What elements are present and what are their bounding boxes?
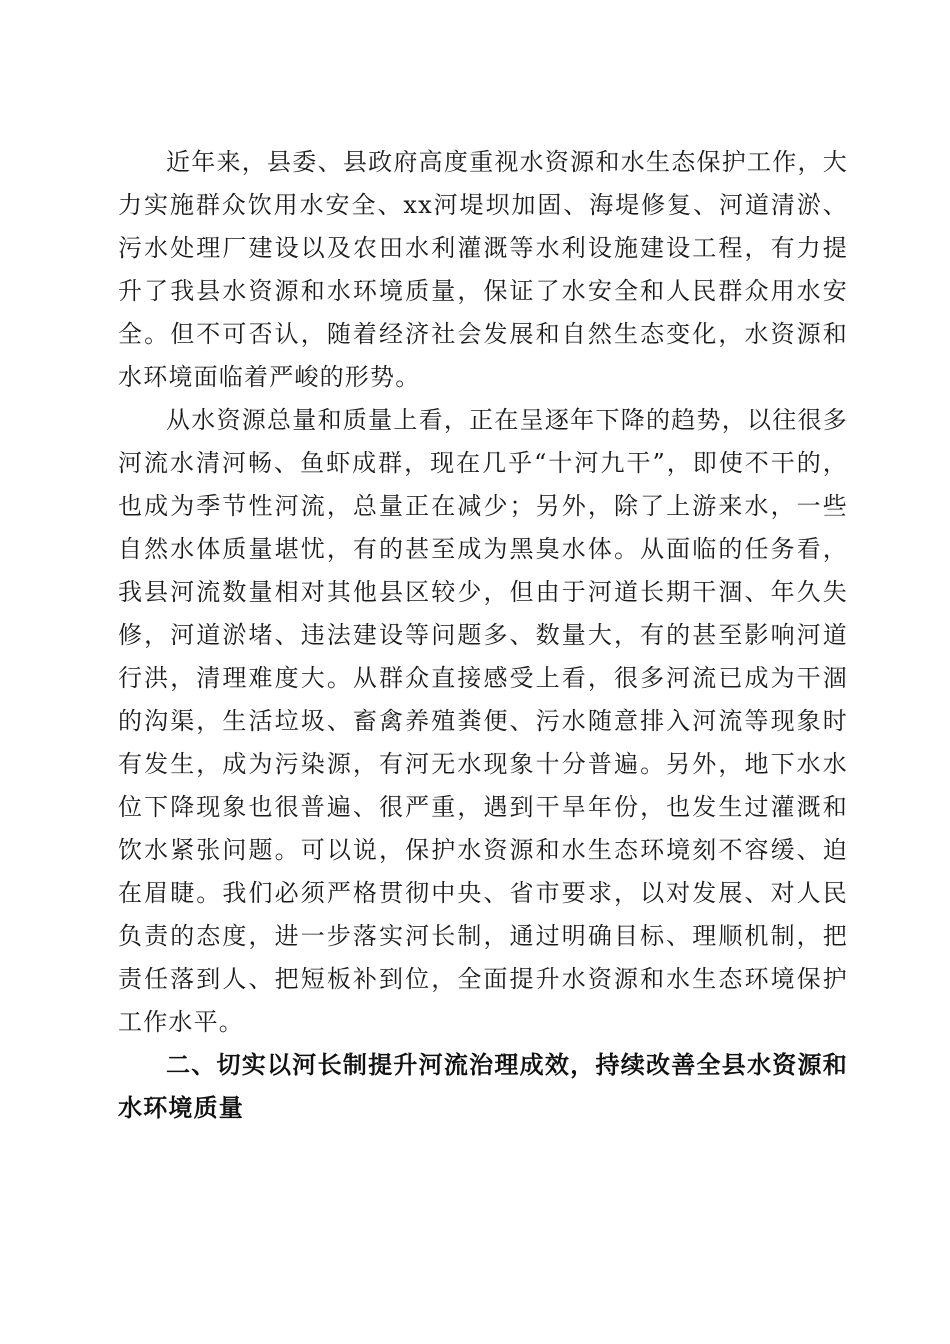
document-body [118, 141, 848, 1130]
paragraph-water-overview: 近年来，县委、县政府高度重视水资源和水生态保护工作，大力实施群众饮用水安全、xx河堤坝加固、海堤修复、河道清淤、污水处理厂建设以及农田水利灌溉等水利设施建设工程，有力提升了我县水资源和水环境质量，保证了水安全和人民群众用水安全。但不可否认，随着经济社会发展和自然生态变化，水资源和水环境面临着严峻的形势。 [118, 148, 848, 391]
paragraph-water-situation: 从水资源总量和质量上看，正在呈逐年下降的趋势，以往很多河流水清河畅、鱼虾成群，现在几乎“十河九干”，即使不干的，也成为季节性河流，总量正在减少；另外，除了上游来水，一些自然水体质量堪忧，有的甚至成为黑臭水体。从面临的任务看，我县河流数量相对其他县区较少，但由于河道长期干涸、年久失修，河道淤堵、违法建设等问题多、数量大，有的甚至影响河道行洪，清理难度大。从群众直接感受上看，很多河流已成为干涸的沟渠，生活垃圾、畜禽养殖粪便、污水随意排入河流等现象时有发生，成为污染源，有河无水现象十分普遍。另外，地下水水位下降现象也很普遍、很严重，遇到干旱年份，也发生过灌溉和饮水紧张问题。可以说，保护水资源和水生态环境刻不容缓、迫在眉睫。我们必须严格贯彻中央、省市要求，以对发展、对人民负责的态度，进一步落实河长制，通过明确目标、理顺机制，把责任落到人、把短板补到位，全面提升水资源和水生态环境保护工作水平。 [118, 406, 848, 1036]
section-heading: 二、切实以河长制提升河流治理成效，持续改善全县水资源和水环境质量 [118, 1051, 848, 1122]
